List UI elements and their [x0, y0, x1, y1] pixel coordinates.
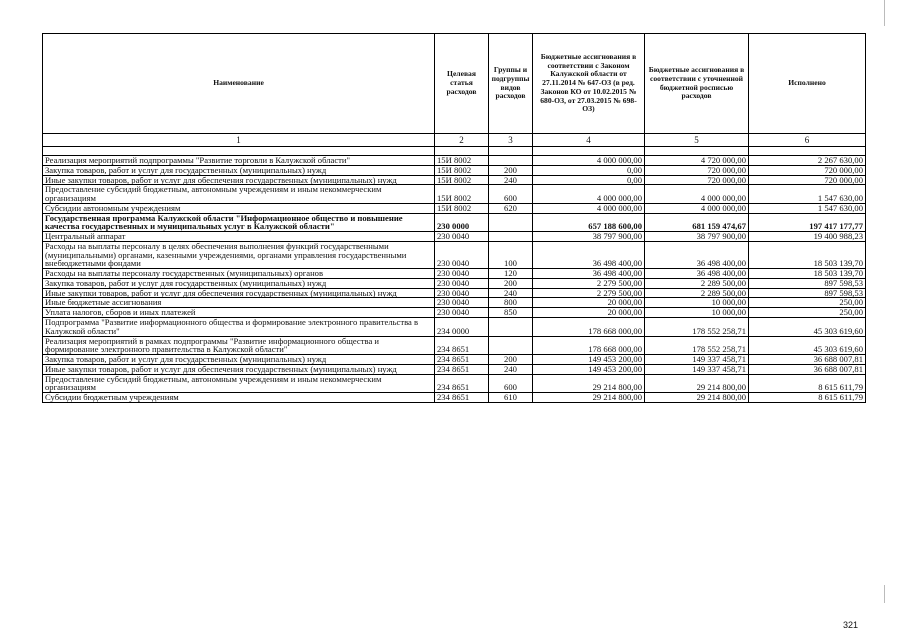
row-adjusted-budget: 149 337 458,71 — [645, 355, 749, 365]
row-expense-group — [489, 318, 533, 337]
row-name: Уплата налогов, сборов и иных платежей — [43, 308, 435, 318]
row-law-budget: 4 000 000,00 — [533, 185, 645, 204]
row-expense-group: 620 — [489, 203, 533, 213]
row-target-item: 230 0040 — [435, 278, 489, 288]
row-name: Центральный аппарат — [43, 232, 435, 242]
row-name: Иные закупки товаров, работ и услуг для обеспечения государственных (муниципальных) нужд — [43, 288, 435, 298]
row-adjusted-budget: 38 797 900,00 — [645, 232, 749, 242]
table-row — [43, 241, 866, 268]
row-law-budget: 178 668 000,00 — [533, 336, 645, 355]
row-name: Закупка товаров, работ и услуг для государственных (муниципальных) нужд — [43, 165, 435, 175]
row-target-item: 230 0000 — [435, 213, 489, 232]
row-law-budget: 4 000 000,00 — [533, 156, 645, 166]
column-number: 1 — [43, 134, 435, 147]
column-number-row — [43, 134, 866, 147]
row-target-item: 234 8651 — [435, 374, 489, 393]
row-executed: 2 267 630,00 — [749, 156, 866, 166]
row-executed: 897 598,53 — [749, 288, 866, 298]
row-expense-group: 100 — [489, 241, 533, 268]
row-expense-group — [489, 213, 533, 232]
row-adjusted-budget: 4 720 000,00 — [645, 156, 749, 166]
row-name: Предоставление субсидий бюджетным, автономным учреждениям и иным некоммерческим организациям — [43, 374, 435, 393]
row-law-budget: 657 188 600,00 — [533, 213, 645, 232]
table-row — [43, 269, 866, 279]
row-adjusted-budget: 178 552 258,71 — [645, 336, 749, 355]
budget-table — [42, 33, 866, 403]
row-adjusted-budget: 36 498 400,00 — [645, 269, 749, 279]
row-target-item: 234 8651 — [435, 393, 489, 403]
row-name: Расходы на выплаты персоналу в целях обеспечения выполнения функций государственными (муниципальными) органами, казенными учреждениями, органами управления государственными внебюджетными фондами — [43, 241, 435, 268]
row-executed: 8 615 611,79 — [749, 393, 866, 403]
row-expense-group — [489, 336, 533, 355]
row-target-item: 15И 8002 — [435, 156, 489, 166]
table-row — [43, 165, 866, 175]
row-executed: 250,00 — [749, 308, 866, 318]
row-law-budget: 36 498 400,00 — [533, 241, 645, 268]
row-target-item: 230 0040 — [435, 232, 489, 242]
row-expense-group: 240 — [489, 175, 533, 185]
table-body — [43, 147, 866, 403]
row-law-budget: 0,00 — [533, 165, 645, 175]
row-adjusted-budget: 2 289 500,00 — [645, 288, 749, 298]
table-row — [43, 175, 866, 185]
row-adjusted-budget: 36 498 400,00 — [645, 241, 749, 268]
row-target-item: 230 0040 — [435, 288, 489, 298]
column-number: 3 — [489, 134, 533, 147]
scan-edge-mark — [884, 585, 885, 603]
row-name: Субсидии автономным учреждениям — [43, 203, 435, 213]
row-adjusted-budget: 720 000,00 — [645, 175, 749, 185]
row-name: Закупка товаров, работ и услуг для государственных (муниципальных) нужд — [43, 355, 435, 365]
row-executed: 36 688 007,81 — [749, 364, 866, 374]
row-law-budget: 38 797 900,00 — [533, 232, 645, 242]
row-target-item: 230 0040 — [435, 308, 489, 318]
row-executed: 720 000,00 — [749, 175, 866, 185]
row-adjusted-budget: 149 337 458,71 — [645, 364, 749, 374]
row-executed: 1 547 630,00 — [749, 185, 866, 204]
row-target-item: 15И 8002 — [435, 203, 489, 213]
row-adjusted-budget: 10 000,00 — [645, 308, 749, 318]
row-law-budget: 20 000,00 — [533, 308, 645, 318]
header-adjusted-budget: Бюджетные ассигнования в соответствии с уточненной бюджетной росписью расходов — [645, 34, 749, 134]
table-row — [43, 393, 866, 403]
row-executed: 250,00 — [749, 298, 866, 308]
row-executed: 720 000,00 — [749, 165, 866, 175]
table-row — [43, 288, 866, 298]
row-executed: 18 503 139,70 — [749, 241, 866, 268]
table-row — [43, 318, 866, 337]
row-law-budget: 29 214 800,00 — [533, 393, 645, 403]
row-name: Субсидии бюджетным учреждениям — [43, 393, 435, 403]
row-expense-group: 610 — [489, 393, 533, 403]
row-adjusted-budget: 178 552 258,71 — [645, 318, 749, 337]
table-row — [43, 213, 866, 232]
row-name: Подпрограмма "Развитие информационного общества и формирование электронного правительства в Калужской области" — [43, 318, 435, 337]
row-law-budget: 4 000 000,00 — [533, 203, 645, 213]
table-row — [43, 364, 866, 374]
row-name: Реализация мероприятий в рамках подпрограммы "Развитие информационного общества и формирование электронного правительства в Калужской области" — [43, 336, 435, 355]
header-target-item: Целевая статья расходов — [435, 34, 489, 134]
row-executed: 45 303 619,60 — [749, 336, 866, 355]
row-target-item: 234 8651 — [435, 364, 489, 374]
row-adjusted-budget: 4 000 000,00 — [645, 203, 749, 213]
row-law-budget: 149 453 200,00 — [533, 364, 645, 374]
row-target-item: 230 0040 — [435, 298, 489, 308]
row-name: Иные бюджетные ассигнования — [43, 298, 435, 308]
row-name: Иные закупки товаров, работ и услуг для обеспечения государственных (муниципальных) нужд — [43, 175, 435, 185]
row-adjusted-budget: 681 159 474,67 — [645, 213, 749, 232]
row-name: Иные закупки товаров, работ и услуг для обеспечения государственных (муниципальных) нужд — [43, 364, 435, 374]
page-number: 321 — [843, 620, 859, 630]
row-expense-group: 200 — [489, 278, 533, 288]
row-adjusted-budget: 2 289 500,00 — [645, 278, 749, 288]
column-number: 2 — [435, 134, 489, 147]
table-row — [43, 278, 866, 288]
row-expense-group: 600 — [489, 185, 533, 204]
row-target-item: 15И 8002 — [435, 185, 489, 204]
column-number: 5 — [645, 134, 749, 147]
row-expense-group: 850 — [489, 308, 533, 318]
row-executed: 36 688 007,81 — [749, 355, 866, 365]
row-target-item: 234 8651 — [435, 336, 489, 355]
row-name: Реализация мероприятий подпрограммы "Развитие торговли в Калужской области" — [43, 156, 435, 166]
row-executed: 897 598,53 — [749, 278, 866, 288]
row-law-budget: 178 668 000,00 — [533, 318, 645, 337]
row-adjusted-budget: 29 214 800,00 — [645, 393, 749, 403]
row-executed: 8 615 611,79 — [749, 374, 866, 393]
column-number: 4 — [533, 134, 645, 147]
row-expense-group — [489, 232, 533, 242]
row-law-budget: 2 279 500,00 — [533, 288, 645, 298]
scan-edge-mark — [884, 0, 885, 26]
row-name: Государственная программа Калужской области "Информационное общество и повышение качества государственных и муниципальных услуг в Калужской области" — [43, 213, 435, 232]
row-name: Предоставление субсидий бюджетным, автономным учреждениям и иным некоммерческим организациям — [43, 185, 435, 204]
row-law-budget: 36 498 400,00 — [533, 269, 645, 279]
row-target-item: 234 8651 — [435, 355, 489, 365]
row-executed: 18 503 139,70 — [749, 269, 866, 279]
row-expense-group: 200 — [489, 165, 533, 175]
row-adjusted-budget: 4 000 000,00 — [645, 185, 749, 204]
row-expense-group: 240 — [489, 288, 533, 298]
header-executed: Исполнено — [749, 34, 866, 134]
table-row — [43, 203, 866, 213]
row-expense-group: 120 — [489, 269, 533, 279]
row-adjusted-budget: 720 000,00 — [645, 165, 749, 175]
row-expense-group: 600 — [489, 374, 533, 393]
row-adjusted-budget: 10 000,00 — [645, 298, 749, 308]
row-expense-group — [489, 156, 533, 166]
table-row — [43, 232, 866, 242]
row-target-item: 230 0040 — [435, 269, 489, 279]
table-row — [43, 355, 866, 365]
table-row — [43, 374, 866, 393]
row-law-budget: 149 453 200,00 — [533, 355, 645, 365]
row-executed: 1 547 630,00 — [749, 203, 866, 213]
row-law-budget: 0,00 — [533, 175, 645, 185]
row-name: Расходы на выплаты персоналу государственных (муниципальных) органов — [43, 269, 435, 279]
table-row — [43, 185, 866, 204]
column-number: 6 — [749, 134, 866, 147]
row-target-item: 15И 8002 — [435, 175, 489, 185]
row-executed: 19 400 988,23 — [749, 232, 866, 242]
table-row — [43, 298, 866, 308]
row-target-item: 234 0000 — [435, 318, 489, 337]
row-adjusted-budget: 29 214 800,00 — [645, 374, 749, 393]
row-law-budget: 2 279 500,00 — [533, 278, 645, 288]
row-law-budget: 20 000,00 — [533, 298, 645, 308]
table-row — [43, 308, 866, 318]
table-row — [43, 336, 866, 355]
header-law-budget: Бюджетные ассигнования в соответствии с Законом Калужской области от 27.11.2014 № 647-ОЗ (в ред. Законов КО от 10.02.2015 № 680-ОЗ, от 27.03.2015 № 698-ОЗ) — [533, 34, 645, 134]
row-law-budget: 29 214 800,00 — [533, 374, 645, 393]
row-target-item: 230 0040 — [435, 241, 489, 268]
row-expense-group: 200 — [489, 355, 533, 365]
row-name: Закупка товаров, работ и услуг для государственных (муниципальных) нужд — [43, 278, 435, 288]
header-expense-group: Группы и подгруппы видов расходов — [489, 34, 533, 134]
row-expense-group: 800 — [489, 298, 533, 308]
table-row — [43, 156, 866, 166]
header-name: Наименование — [43, 34, 435, 134]
row-executed: 197 417 177,77 — [749, 213, 866, 232]
row-target-item: 15И 8002 — [435, 165, 489, 175]
table-header-row — [43, 34, 866, 134]
row-expense-group: 240 — [489, 364, 533, 374]
row-executed: 45 303 619,60 — [749, 318, 866, 337]
spacer-row — [43, 147, 866, 156]
